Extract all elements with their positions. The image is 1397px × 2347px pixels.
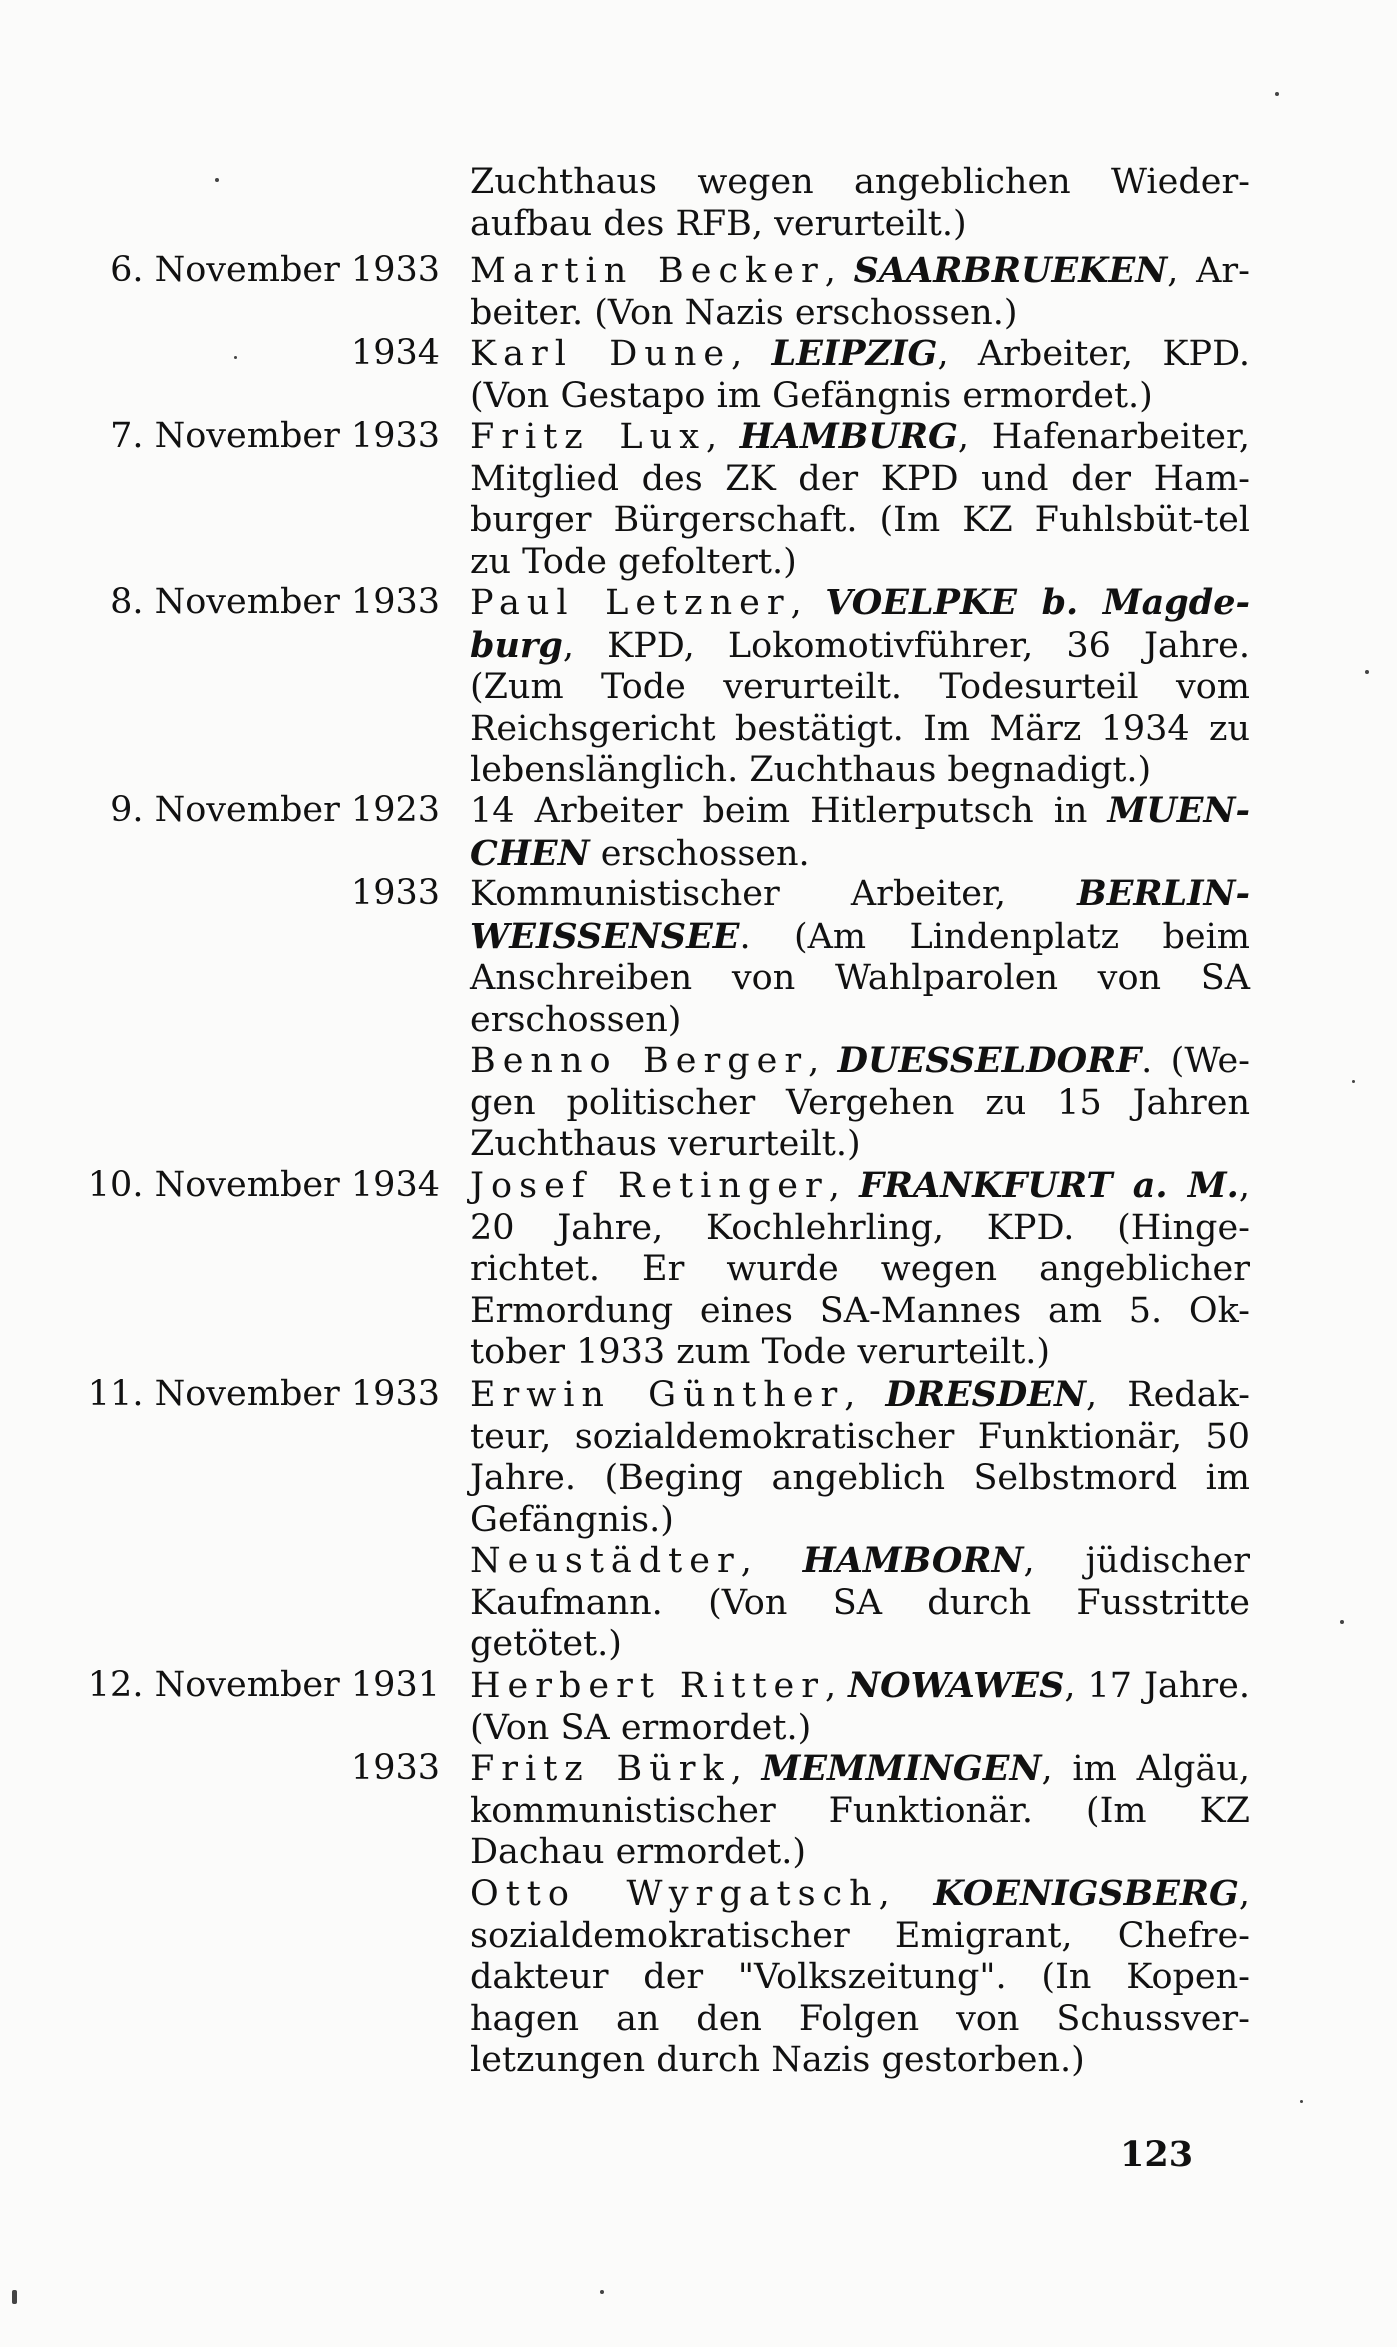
entry-description: , Ar-beiter. (Von Nazis erschossen.)	[470, 251, 1250, 333]
entry-date: 7. November 1933	[110, 416, 440, 456]
entry-13	[40, 1873, 1250, 2081]
scan-speck	[600, 2290, 604, 2294]
entry-text: Neustädter, HAMBORN, jüdischer Kaufmann. (Von SA durch Fusstritte getötet.)	[470, 1540, 1250, 1665]
entry-text: Otto Wyrgatsch, KOENIGSBERG, sozialdemokratischer Emigrant, Chefre-dakteur der "Volkszeitung". (In Kopen-hagen an den Folgen von Schussver-letzungen durch Nazis gestorben.)	[470, 1873, 1250, 2081]
entry-4	[40, 582, 1250, 791]
scan-speck	[234, 356, 237, 359]
entry-date: 1933	[350, 873, 440, 913]
entry-date: 10. November 1934	[87, 1165, 440, 1205]
entry-description: erschossen.	[589, 833, 810, 874]
entry-date: 8. November 1933	[110, 582, 440, 622]
entry-date: 1934	[350, 333, 440, 373]
place-name: KOENIGSBERG	[933, 1873, 1239, 1914]
entry-text: Josef Retinger, FRANKFURT a. M., 20 Jahre, Kochlehrling, KPD. (Hinge-richtet. Er wurde wegen angeblicher Ermordung eines SA-Mannes am 5. Ok-tober 1933 zum Tode verurteilt.)	[470, 1165, 1250, 1373]
entry-text	[470, 162, 1250, 245]
place-name: VOELPKE b. Magde-burg	[470, 582, 1250, 666]
place-name: BERLIN-WEISSENSEE	[470, 873, 1250, 957]
entry-date: 11. November 1933	[87, 1374, 440, 1414]
place-name: FRANKFURT a. M.	[859, 1165, 1239, 1206]
entry-description: , 20 Jahre, Kochlehrling, KPD. (Hinge-richtet. Er wurde wegen angeblicher Ermordung eines SA-Mannes am 5. Ok-tober 1933 zum Tode verurteilt.)	[470, 1166, 1250, 1373]
entry-text	[470, 790, 1250, 875]
scan-speck	[1275, 92, 1279, 96]
entry-intro: 14 Arbeiter beim Hitlerputsch in	[470, 791, 1108, 831]
scan-speck	[12, 2290, 17, 2304]
entry-text: Fritz Lux, HAMBURG, Hafenarbeiter, Mitglied des ZK der KPD und der Ham-burger Bürgerschaft. (Im KZ Fuhlsbüt-tel zu Tode gefoltert.)	[470, 416, 1250, 582]
entry-description: , jüdischer Kaufmann. (Von SA durch Fusstritte getötet.)	[470, 1541, 1250, 1665]
entry-text: Benno Berger, DUESSELDORF. (We-gen politischer Vergehen zu 15 Jahren Zuchthaus verurteilt.)	[470, 1040, 1250, 1165]
entry-date: 1933	[350, 1748, 440, 1788]
entry-description: , 17 Jahre. (Von SA ermordet.)	[470, 1666, 1250, 1748]
person-name: Karl Dune	[470, 334, 732, 374]
entry-text: Erwin Günther, DRESDEN, Redak-teur, sozialdemokratischer Funktionär, 50 Jahre. (Beging angeblich Selbstmord im Gefängnis.)	[470, 1374, 1250, 1540]
scan-speck	[1365, 670, 1369, 674]
entry-description: , Hafenarbeiter, Mitglied des ZK der KPD und der Ham-burger Bürgerschaft. (Im KZ Fuhlsbüt-tel zu Tode gefoltert.)	[470, 417, 1250, 582]
page-number: 123	[1120, 2134, 1194, 2175]
entry-description: , im Algäu, kommunistischer Funktionär. (Im KZ Dachau ermordet.)	[470, 1749, 1250, 1873]
entry-text: Paul Letzner, VOELPKE b. Magde-burg, KPD, Lokomotivführer, 36 Jahre. (Zum Tode verurteilt. Todesurteil vom Reichsgericht bestätigt. Im März 1934 zu lebenslänglich. Zuchthaus begnadigt.)	[470, 582, 1250, 791]
person-name: Neustädter	[470, 1541, 741, 1581]
entry-date: 12. November 1931	[87, 1665, 440, 1705]
entry-description: , Redak-teur, sozialdemokratischer Funktionär, 50 Jahre. (Beging angeblich Selbstmord im Gefängnis.)	[470, 1375, 1250, 1540]
place-name: DUESSELDORF	[837, 1040, 1142, 1081]
entry-text: Fritz Bürk, MEMMINGEN, im Algäu, kommunistischer Funktionär. (Im KZ Dachau ermordet.)	[470, 1748, 1250, 1873]
person-name: Otto Wyrgatsch	[470, 1874, 879, 1914]
person-name: Fritz Lux	[470, 417, 706, 457]
place-name: SAARBRUEKEN	[853, 250, 1168, 291]
person-name: Erwin Günther	[470, 1375, 845, 1415]
place-name: HAMBURG	[739, 416, 958, 457]
place-name: HAMBORN	[802, 1540, 1024, 1581]
entry-text: Karl Dune, LEIPZIG, Arbeiter, KPD. (Von Gestapo im Gefängnis ermordet.)	[470, 333, 1251, 416]
place-name: MUEN-CHEN	[470, 790, 1250, 874]
person-name: Herbert Ritter	[470, 1666, 825, 1706]
scan-speck	[1340, 1620, 1344, 1624]
place-name: MEMMINGEN	[761, 1748, 1042, 1789]
person-name: Paul Letzner	[470, 583, 791, 623]
entry-description: . (Am Lindenplatz beim Anschreiben von Wahlparolen von SA erschossen)	[470, 916, 1250, 1040]
person-name: Josef Retinger	[470, 1166, 829, 1206]
entry-description: , Arbeiter, KPD. (Von Gestapo im Gefängnis ermordet.)	[470, 334, 1251, 416]
entry-description: Zuchthaus wegen angeblichen Wieder-aufbau des RFB, verurteilt.)	[470, 162, 1250, 244]
entry-text: Herbert Ritter, NOWAWES, 17 Jahre. (Von SA ermordet.)	[470, 1665, 1250, 1748]
place-name: NOWAWES	[848, 1665, 1065, 1706]
entry-8	[40, 1165, 1250, 1373]
entry-text: Martin Becker, SAARBRUEKEN, Ar-beiter. (Von Nazis erschossen.)	[470, 250, 1250, 333]
entry-date: 9. November 1923	[110, 790, 440, 830]
scan-speck	[215, 178, 219, 182]
scan-speck	[1352, 1080, 1355, 1083]
entry-description: , sozialdemokratischer Emigrant, Chefre-dakteur der "Volkszeitung". (In Kopen-hagen an den Folgen von Schussver-letzungen durch Nazis gestorben.)	[470, 1874, 1250, 2081]
entry-date: 6. November 1933	[110, 250, 440, 290]
entry-description: . (We-gen politischer Vergehen zu 15 Jahren Zuchthaus verurteilt.)	[470, 1041, 1250, 1165]
person-name: Martin Becker	[470, 251, 825, 291]
scan-speck	[1300, 2100, 1303, 2103]
entry-description: , KPD, Lokomotivführer, 36 Jahre. (Zum Tode verurteilt. Todesurteil vom Reichsgericht bestätigt. Im März 1934 zu lebenslänglich. Zuchthaus begnadigt.)	[470, 625, 1250, 791]
person-name: Fritz Bürk	[470, 1749, 731, 1789]
place-name: DRESDEN	[885, 1374, 1086, 1415]
entry-text	[470, 873, 1250, 1041]
place-name: LEIPZIG	[771, 333, 938, 374]
person-name: Benno Berger	[470, 1041, 809, 1081]
entry-intro: Kommunistischer Arbeiter,	[470, 874, 1078, 914]
